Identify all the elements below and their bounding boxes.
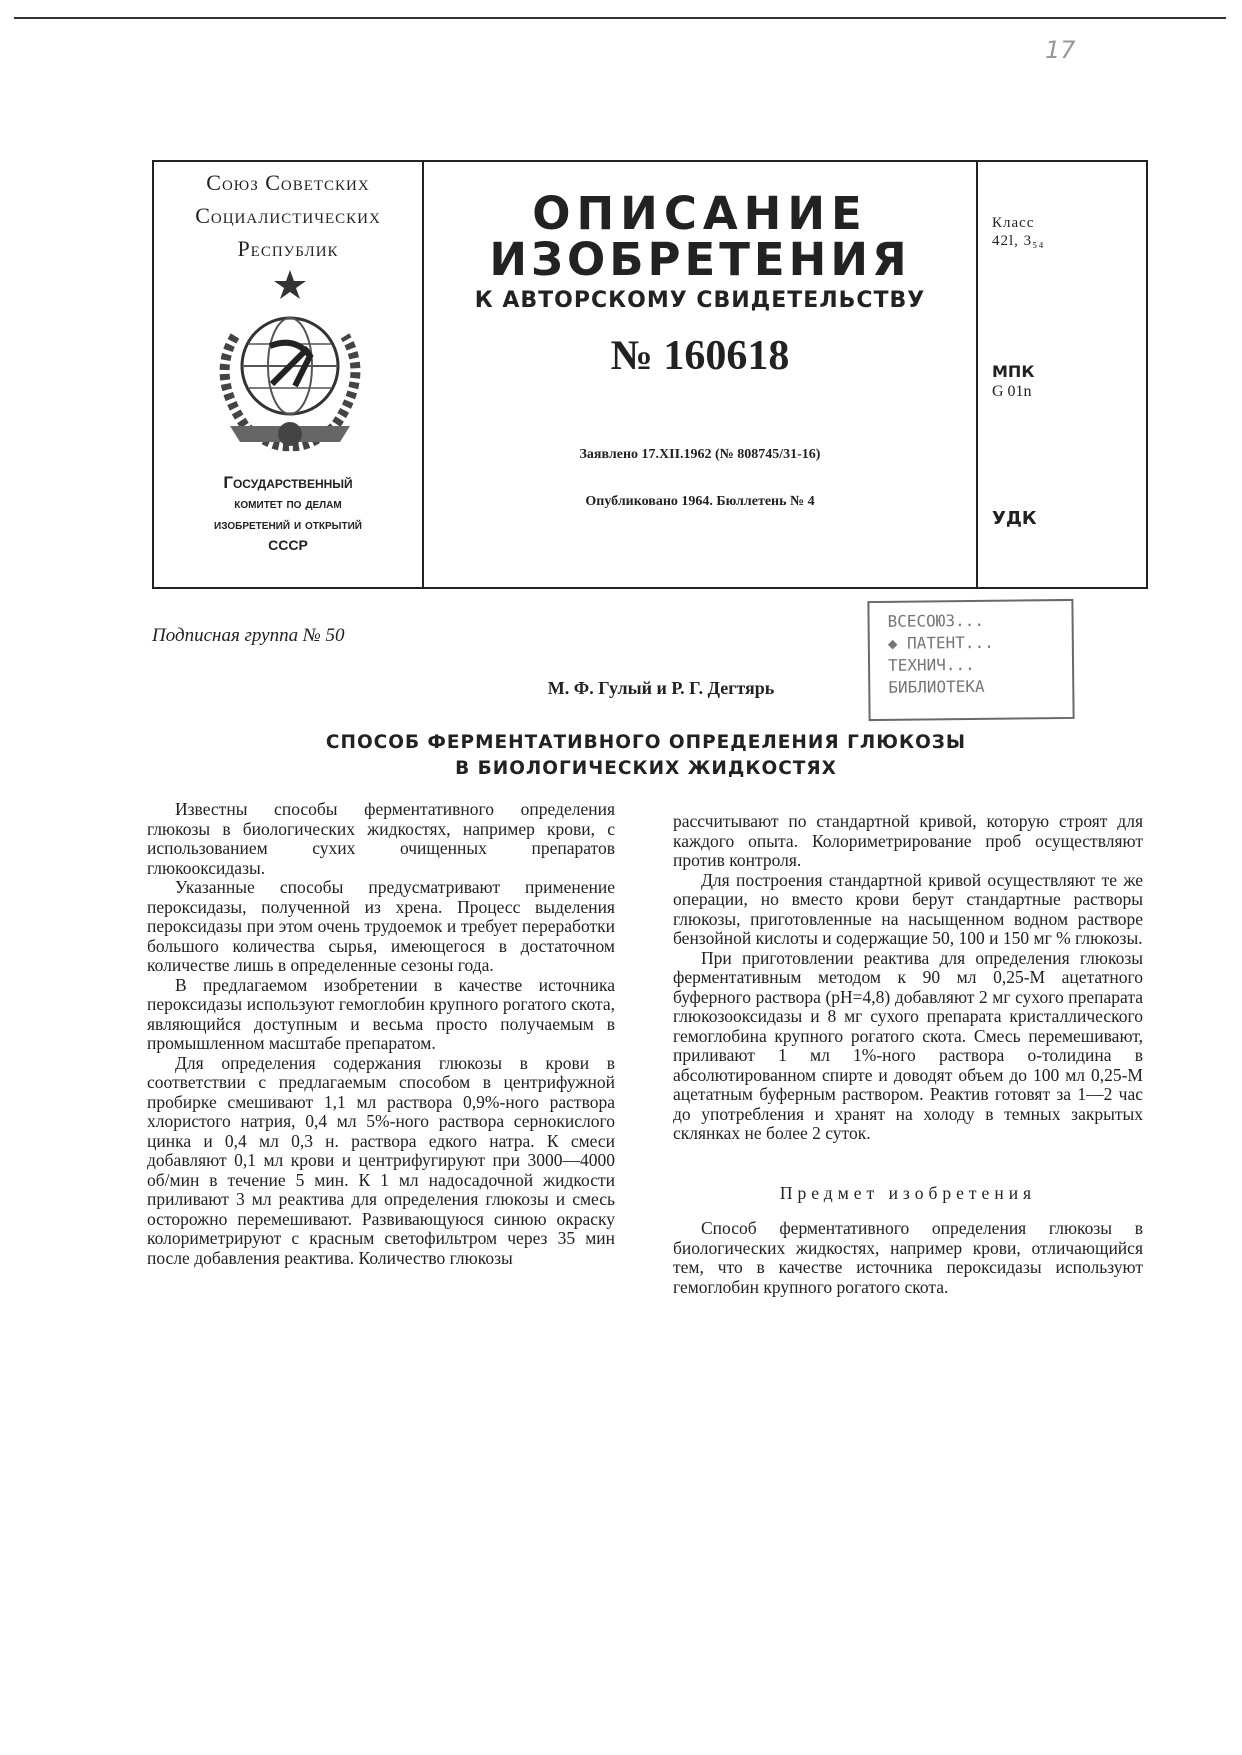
union-name xyxy=(154,166,422,265)
class-block xyxy=(992,214,1045,250)
doc-subtitle: К АВТОРСКОМУ СВИДЕТЕЛЬСТВУ xyxy=(474,288,926,313)
stamp-line: ВСЕСОЮЗ... xyxy=(887,610,985,631)
paragraph: рассчитывают по стандартной кривой, которую строят для каждого опыта. Колориметрирование проб осуществляют против контроля. xyxy=(673,811,1143,870)
union-line: Республик xyxy=(237,236,339,261)
committee-line: изобретений и открытий xyxy=(214,516,362,532)
authors: М. Ф. Гулый и Р. Г. Дегтярь xyxy=(547,678,775,698)
invention-title xyxy=(0,730,1242,782)
header-left-column xyxy=(154,162,424,587)
paragraph: Для построения стандартной кривой осуществляют те же операции, но вместо крови берут стандартные растворы глюкозы, приготовленные на насыщенном водном растворе бензойной кислоты и содержащие 50, 100 и 150 мг % глюкозы. xyxy=(673,869,1143,948)
doc-title-line2: ИЗОБРЕТЕНИЯ xyxy=(489,233,911,286)
header-center xyxy=(424,162,976,587)
union-line: Социалистических xyxy=(195,203,381,228)
paragraph: В предлагаемом изобретении в качестве источника пероксидазы используют гемоглобин крупного рогатого скота, являющийся доступным и весьма просто получаемым в промышленном масштабе препаратом. xyxy=(147,974,615,1053)
document-header xyxy=(152,160,1148,589)
state-emblem-icon xyxy=(200,266,380,456)
stamp-line: ТЕХНИЧ... xyxy=(887,654,975,675)
class-label: Класс xyxy=(992,215,1035,231)
paragraph: При приготовлении реактива для определения глюкозы ферментативным методом к 90 мл 0,25-М ацетатного буферного раствора (рН=4,8) добавляют 2 мг сухого препарата глюкозооксидазы и 8 мг сухого препарата кристаллического гемоглобина крупного рогатого скота. Смесь перемешивают, приливают 1 мл 1%-ного раствора о-толидина в абсолютированном спирте и доводят объем до 100 мл 0,25-М ацетатным буферным раствором. Реактив готовят за 1—2 час до употребления и хранят на холоду в темных закрытых склянках не более 2 суток. xyxy=(673,947,1143,1143)
paragraph: Для определения содержания глюкозы в крови в соответствии с предлагаемым способом в центрифужной пробирке смешивают 1,1 мл раствора 0,9%-ного раствора хлористого натрия, 0,4 мл 5%-ного раствора сернокислого цинка и 0,4 мл 0,3 н. раствора едкого натра. К смеси добавляют 0,1 мл крови и центрифугируют при 3000—4000 об/мин в течение 5 мин. К 1 мл надосадочной жидкости приливают 3 мл реактива для определения глюкозы и смесь осторожно перемешивают. Развивающуюся синюю окраску колориметрируют с красным светофильтром через 35 мин после добавления реактива. Количество глюкозы xyxy=(147,1052,615,1268)
top-rule xyxy=(14,17,1226,19)
class-value: 42l, 3₅₄ xyxy=(992,233,1045,249)
paragraph: Указанные способы предусматривают применение пероксидазы, полученной из хрена. Процесс выделения пероксидазы при этом очень трудоемок и требует переработки большого количества сырья, имеющегося в достаточном количестве лишь в определенные сезоны года. xyxy=(147,877,615,975)
title-line: СПОСОБ ФЕРМЕНТАТИВНОГО ОПРЕДЕЛЕНИЯ ГЛЮКОЗЫ xyxy=(325,732,967,753)
library-stamp xyxy=(867,599,1074,721)
paragraph: Известны способы ферментативного определения глюкозы в биологических жидкостях, например крови, с использованием сухих очищенных препаратов глюкооксидазы. xyxy=(147,799,615,878)
committee-line: Государственный xyxy=(223,473,353,492)
committee-line: СССР xyxy=(268,537,308,553)
left-column xyxy=(147,800,615,1268)
right-column xyxy=(673,812,1143,1297)
filed-date: Заявлено 17.XII.1962 (№ 808745/31-16) xyxy=(579,447,821,462)
stamp-line: БИБЛИОТЕКА xyxy=(888,676,985,697)
header-right-column xyxy=(976,162,1146,587)
subscription-group: Подписная группа № 50 xyxy=(152,625,345,646)
stamp-line: ◆ ПАТЕНТ... xyxy=(887,632,994,653)
page-number: 17 xyxy=(1045,36,1076,64)
publication-info: Опубликовано 1964. Бюллетень № 4 xyxy=(585,494,815,509)
committee-line: комитет по делам xyxy=(234,495,342,511)
committee-name xyxy=(154,472,422,556)
mpk-block xyxy=(992,362,1034,402)
union-line: Союз Советских xyxy=(206,170,370,195)
doc-title-line1: ОПИСАНИЕ xyxy=(532,187,868,240)
certificate-number: № 160618 xyxy=(610,333,790,379)
subject-heading: Предмет изобретения xyxy=(779,1182,1037,1203)
mpk-value: G 01n xyxy=(992,383,1032,400)
title-line: В БИОЛОГИЧЕСКИХ ЖИДКОСТЯХ xyxy=(455,758,837,779)
udk-label: УДК xyxy=(992,508,1037,529)
claim: Способ ферментативного определения глюкозы в биологических жидкостях, например крови, отличающийся тем, что в качестве источника пероксидазы используют гемоглобин крупного рогатого скота. xyxy=(673,1218,1143,1297)
mpk-label: МПК xyxy=(992,362,1035,381)
